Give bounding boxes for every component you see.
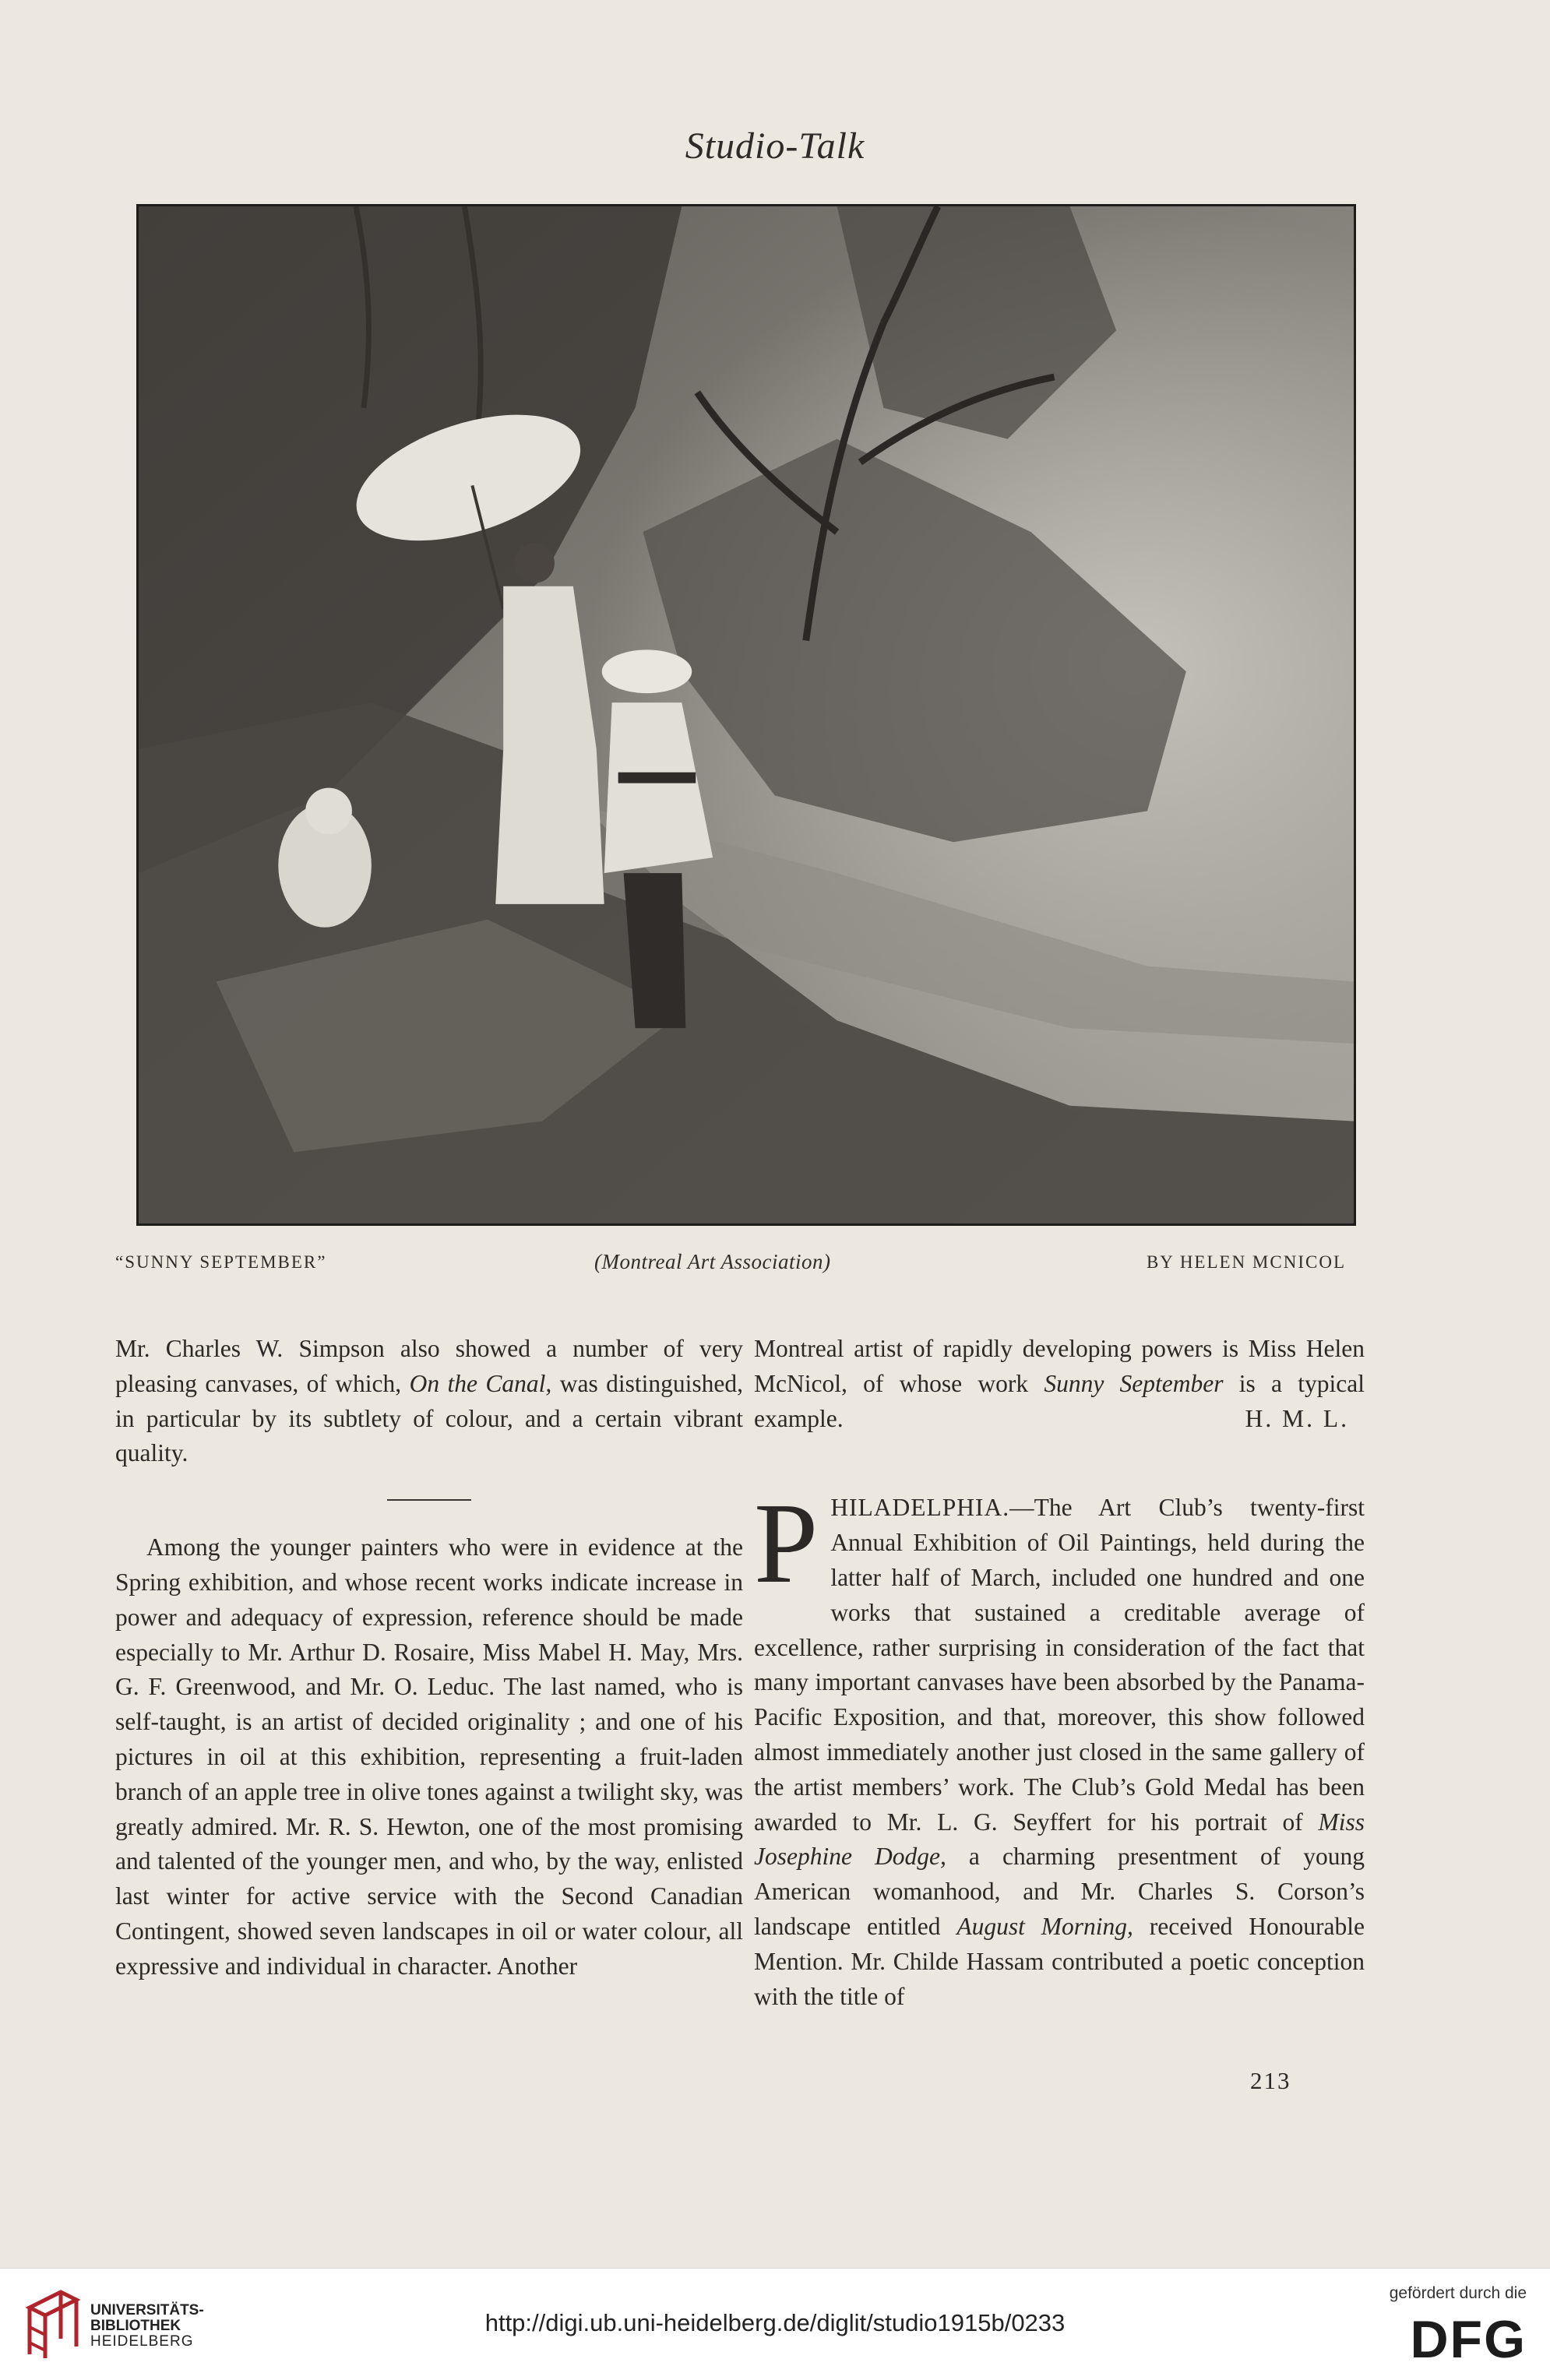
artwork-title: August Morning, <box>956 1912 1133 1940</box>
caption-artist: BY HELEN MCNICOL <box>1146 1252 1346 1272</box>
text-run: Mr. Charles W. Simpson also showed a number of very pleasing canvases, of which, <box>115 1335 743 1397</box>
city-heading: HILADELPHIA. <box>830 1494 1010 1522</box>
library-name-line: HEIDELBERG <box>90 2333 194 2350</box>
caption-collection: (Montreal Art Association) <box>594 1250 831 1273</box>
left-text-column <box>115 1332 743 1984</box>
dfg-logo[interactable]: DFG <box>1410 2310 1527 2369</box>
left-paragraph-2: Among the younger painters who were in evidence at the Spring exhibition, and whose recent works indicate increase in power and adequacy of expression, reference should be made especially to Mr. Arthur D. Rosaire, Miss Mabel H. May, Mrs. G. F. Greenwood, and Mr. O. Leduc. The last named, who is self-taught, is an artist of decided originality ; and one of his pictures in oil at this exhibition, representing a fruit-laden branch of an apple tree in olive tones against a twilight sky, was greatly admired. Mr. R. S. Hewton, one of the most promising and talented of the younger men, and who, by the way, enlisted last winter for active service with the Second Canadian Contingent, showed seven landscapes in oil or water colour, all expressive and individual in character. Another <box>115 1533 743 1980</box>
library-name-line: UNIVERSITÄTS- <box>90 2302 204 2318</box>
text-run: is a typical example. <box>754 1369 1365 1432</box>
paragraph-gap <box>754 1436 1365 1491</box>
text-run: a charming presentment of young American womanhood, and Mr. Charles S. Corson’s landscape entitled <box>754 1843 1365 1940</box>
library-name-line: BIBLIOTHEK <box>90 2318 181 2334</box>
drop-cap: P <box>754 1480 819 1608</box>
page-number: 213 <box>1250 2067 1291 2094</box>
text-run: Montreal artist of rapidly developing powers is Miss Helen McNicol, of whose work <box>754 1335 1365 1397</box>
right-paragraph-2 <box>754 1480 1365 2014</box>
left-paragraph-1 <box>115 1332 743 1471</box>
caption-title: “SUNNY SEPTEMBER” <box>115 1252 327 1272</box>
section-divider <box>387 1499 471 1501</box>
painting-image <box>139 206 1354 1223</box>
right-text-column <box>754 1332 1365 2014</box>
permalink-url[interactable]: http://digi.ub.uni-heidelberg.de/diglit/studio1915b/0233 <box>484 2309 1066 2336</box>
text-run: —The Art Club’s twenty-first Annual Exhibition of Oil Paintings, held during the latter half of March, included one hundred and one works that sustained a creditable average of excellence, rather surprising in consideration of the fact that many important canvases have been absorbed by the Panama-Pacific Exposition, and that, moreover, this show followed almost immediately another just closed in the same gallery of the artist members’ work. The Club’s Gold Medal has been awarded to Mr. L. G. Seyffert for his portrait of <box>754 1494 1365 1836</box>
artwork-title: Sunny September <box>1044 1369 1224 1397</box>
text-run: received Honourable Mention. Mr. Childe Hassam contributed a poetic conception with the title of <box>754 1912 1365 2010</box>
text-run: was distinguished, in particular by its subtlety of colour, and a certain vibrant quality. <box>115 1369 744 1467</box>
artwork-title: Miss Josephine Dodge, <box>754 1808 1365 1871</box>
right-paragraph-1 <box>754 1332 1365 1436</box>
plate-caption <box>115 1252 1346 1283</box>
artwork-title: On the Canal, <box>409 1369 552 1397</box>
viewer-footer <box>0 2268 1550 2380</box>
author-initials: H. M. L. <box>1245 1404 1349 1432</box>
running-title: Studio-Talk <box>685 125 865 167</box>
funded-by-label: gefördert durch die <box>1389 2284 1527 2302</box>
painting-plate <box>136 204 1356 1226</box>
